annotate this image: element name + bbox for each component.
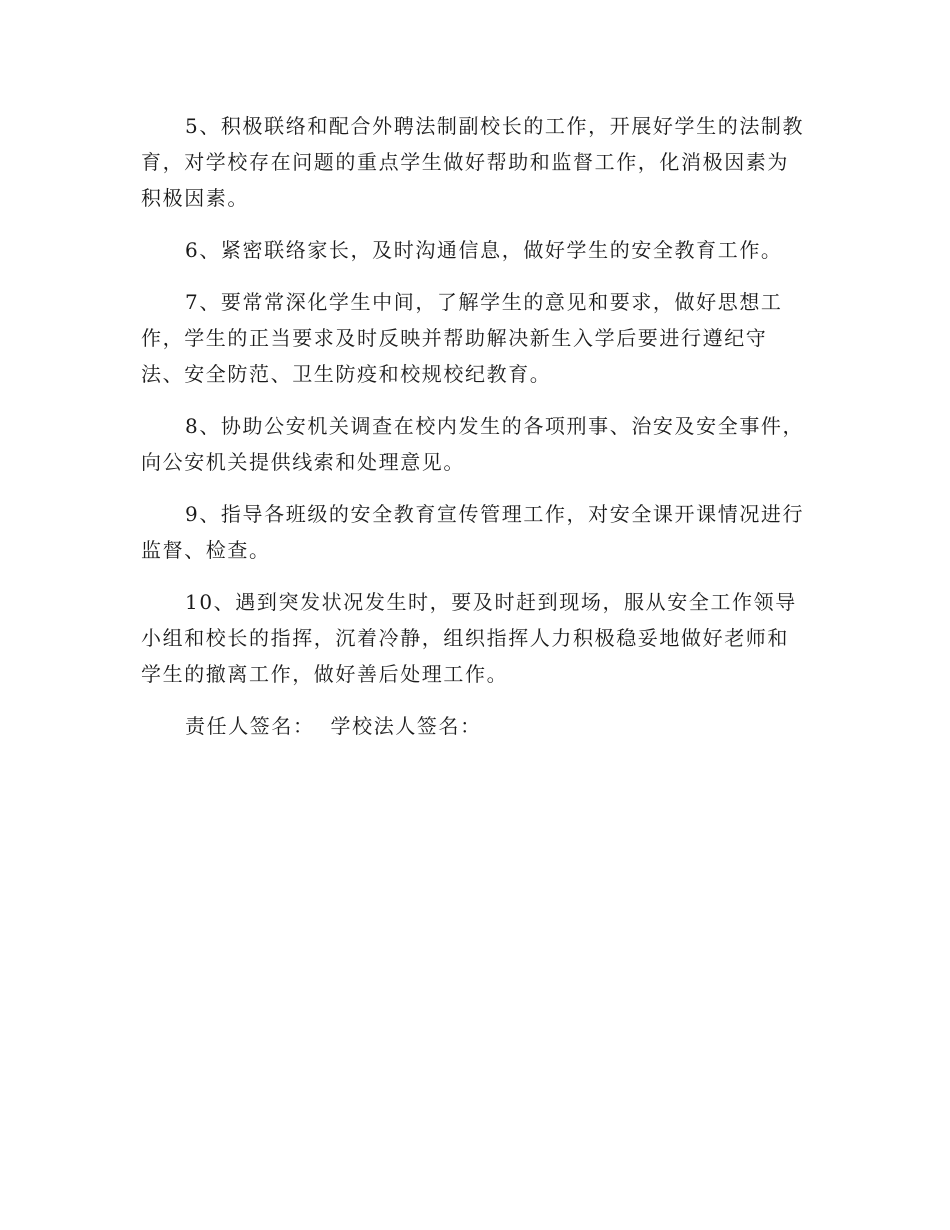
document-body <box>141 108 809 744</box>
signature-line: 责任人签名： 学校法人签名： <box>185 714 482 738</box>
paragraph-item-9: 9、指导各班级的安全教育宣传管理工作，对安全课开课情况进行 监督、检查。 <box>141 502 805 562</box>
paragraph-item-10: 10、遇到突发状况发生时，要及时赶到现场，服从安全工作领导 小组和校长的指挥，沉着冷静，组织指挥人力积极稳妥地做好老师和 学生的撤离工作，做好善后处理工作。 <box>141 590 797 686</box>
paragraph-item-5: 5、积极联络和配合外聘法制副校长的工作，开展好学生的法制教 育，对学校存在问题的重点学生做好帮助和监督工作，化消极因素为 积极因素。 <box>141 114 805 210</box>
paragraph-item-6: 6、紧密联络家长，及时沟通信息，做好学生的安全教育工作。 <box>185 238 783 262</box>
paragraph-item-8: 8、协助公安机关调查在校内发生的各项刑事、治安及安全事件， 向公安机关提供线索和处理意见。 <box>141 414 805 474</box>
paragraph-item-7: 7、要常常深化学生中间，了解学生的意见和要求，做好思想工 作，学生的正当要求及时反映并帮助解决新生入学后要进行遵纪守 法、安全防范、卫生防疫和校规校纪教育。 <box>141 290 783 386</box>
